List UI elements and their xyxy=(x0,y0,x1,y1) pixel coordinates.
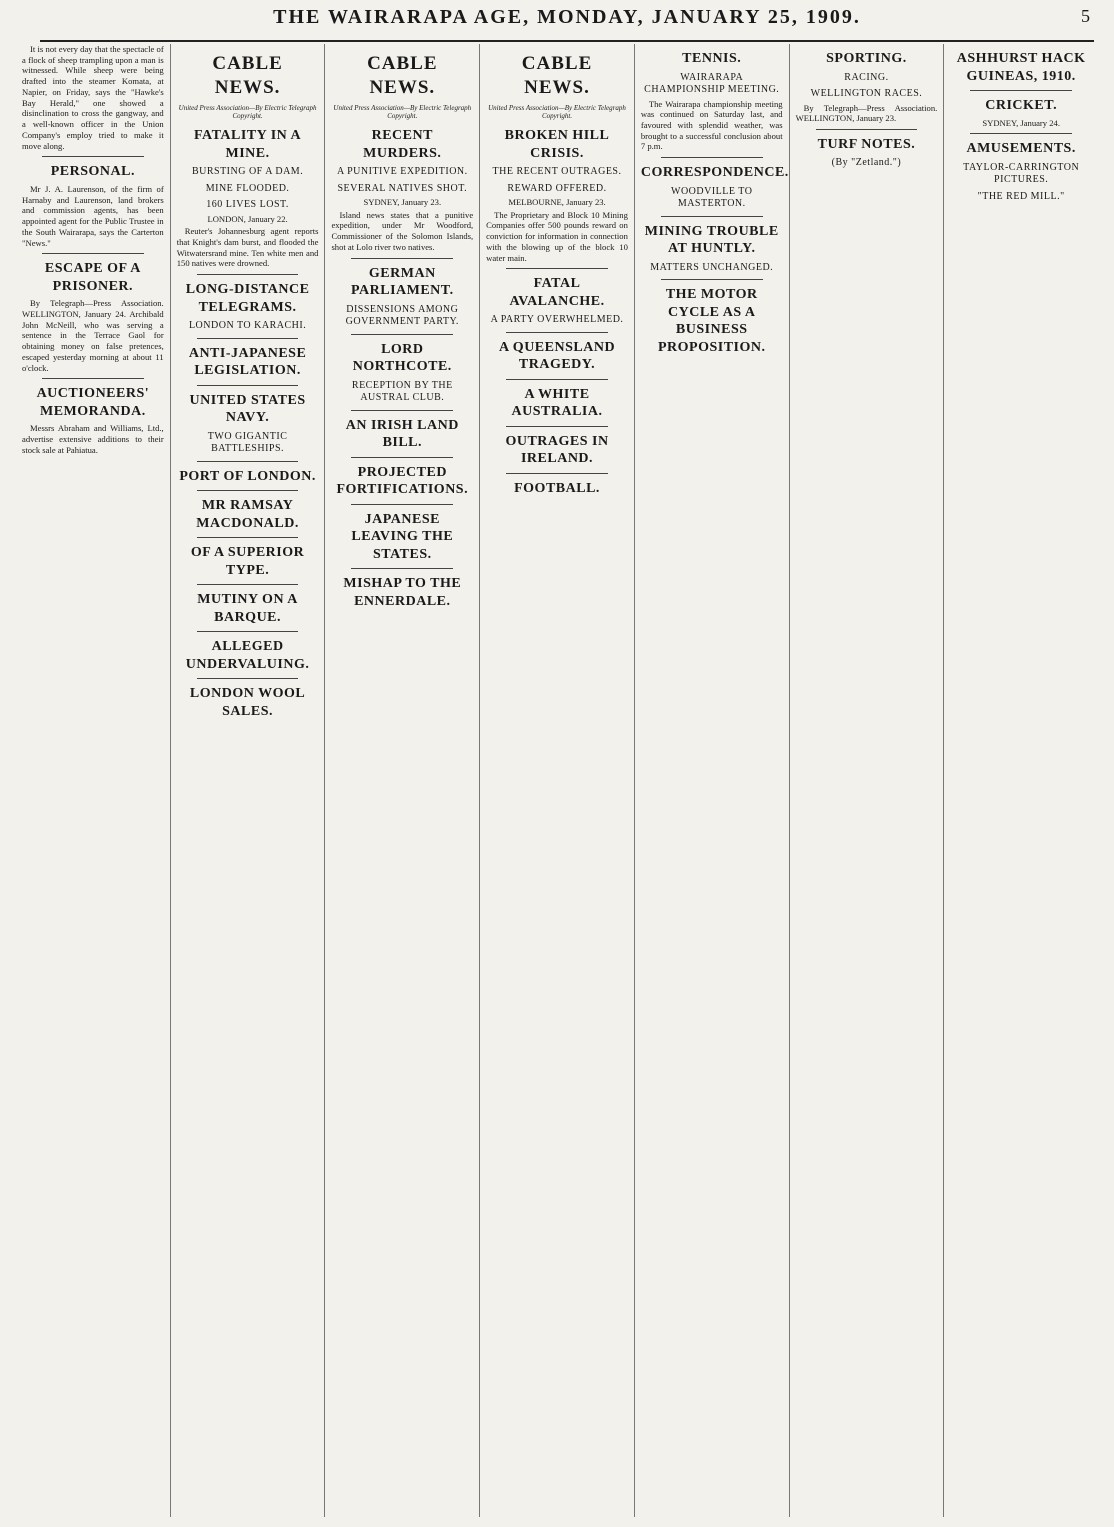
divider xyxy=(351,410,453,411)
section-heading: AUCTIONEERS' MEMORANDA. xyxy=(36,386,150,419)
headline: OUTRAGES IN IRELAND. xyxy=(505,433,609,467)
divider xyxy=(351,504,453,505)
headline: TENNIS. xyxy=(682,51,742,66)
subheadline: 160 LIVES LOST. xyxy=(206,199,289,210)
column-4 xyxy=(480,44,635,1517)
headline: MISHAP TO THE ENNERDALE. xyxy=(343,576,462,609)
headline: LORD NORTHCOTE. xyxy=(352,341,452,375)
headline: PROJECTED FORTIFICATIONS. xyxy=(336,464,469,498)
headline: THE MOTOR CYCLE AS A BUSINESS PROPOSITION. xyxy=(657,287,766,355)
newspaper-title: THE WAIRARAPA AGE, MONDAY, JANUARY 25, 1909. xyxy=(273,6,861,28)
divider xyxy=(816,129,918,130)
section-heading: PERSONAL. xyxy=(50,164,135,180)
headline: UNITED STATES NAVY. xyxy=(189,392,306,426)
column-2 xyxy=(171,44,326,1517)
divider xyxy=(42,253,144,254)
section-banner: CABLE NEWS. xyxy=(521,53,593,98)
subheadline: WAIRARAPA CHAMPIONSHIP MEETING. xyxy=(644,71,780,95)
section-banner: CABLE NEWS. xyxy=(212,53,283,98)
article-text: It is not every day that the spectacle of a flock of sheep trampling upon a man is witnessed. While sheep were being drafted into the steamer Komata, at Napier, on Friday, says the "Hawke's Bay Herald," one showed a disinclination to cross the gangway, and a well-known officer in the Union Company's employ tried to make it move along. xyxy=(22,44,164,151)
divider xyxy=(661,216,763,217)
headline: CRICKET. xyxy=(985,98,1058,113)
headline: JAPANESE LEAVING THE STATES. xyxy=(351,511,454,562)
divider xyxy=(197,490,299,491)
divider xyxy=(42,156,144,157)
headline: RECENT MURDERS. xyxy=(363,128,442,161)
divider xyxy=(197,385,299,386)
divider xyxy=(197,274,299,275)
headline: CORRESPONDENCE. xyxy=(640,165,789,181)
headline: OF A SUPERIOR TYPE. xyxy=(190,545,305,578)
subheadline: DISSENSIONS AMONG GOVERNMENT PARTY. xyxy=(345,303,459,328)
headline: AMUSEMENTS. xyxy=(966,141,1076,157)
subheadline: WOODVILLE TO MASTERTON. xyxy=(671,185,753,210)
divider xyxy=(197,678,299,679)
divider xyxy=(506,379,608,380)
credit-line: United Press Association—By Electric Telegraph Copyright. xyxy=(178,103,317,121)
divider xyxy=(197,338,299,339)
article-text: By Telegraph—Press Association. WELLINGTON, January 23. xyxy=(795,102,938,124)
headline: TURF NOTES. xyxy=(817,136,916,152)
column-5 xyxy=(635,44,790,1517)
headline: FATAL AVALANCHE. xyxy=(509,276,605,309)
divider xyxy=(506,473,608,474)
subheadline: THE RECENT OUTRAGES. xyxy=(492,166,622,177)
columns xyxy=(16,44,1098,1517)
column-1 xyxy=(16,44,171,1517)
divider xyxy=(351,568,453,569)
divider xyxy=(506,268,608,269)
headline: ANTI-JAPANESE LEGISLATION. xyxy=(188,345,307,379)
subheadline: RECEPTION BY THE AUSTRAL CLUB. xyxy=(351,379,453,404)
divider xyxy=(970,133,1072,134)
column-7 xyxy=(944,44,1098,1517)
page-number: 5 xyxy=(1081,6,1090,26)
divider xyxy=(661,279,763,280)
subheadline: SEVERAL NATIVES SHOT. xyxy=(337,182,468,194)
subheadline: A PARTY OVERWHELMED. xyxy=(490,314,624,326)
divider xyxy=(197,584,299,585)
divider xyxy=(970,90,1072,91)
section-heading: ESCAPE OF A PRISONER. xyxy=(44,261,141,294)
subheadline: BURSTING OF A DAM. xyxy=(191,166,304,177)
article-text: Mr J. A. Laurenson, of the firm of Harnaby and Laurenson, land brokers and commission agents, has been appointed agent for the Public Trustee in the South Wairarapa, says the Carterton "News." xyxy=(22,183,164,248)
article-text: The Proprietary and Block 10 Mining Companies offer 500 pounds reward on conviction for information in connection with the blowing up of the block 10 water main. xyxy=(486,209,628,263)
section-banner: CABLE NEWS. xyxy=(367,53,438,98)
subheadline: LONDON TO KARACHI. xyxy=(188,320,307,332)
headline: LONG-DISTANCE TELEGRAMS. xyxy=(185,282,310,315)
headline: MR RAMSAY MACDONALD. xyxy=(196,498,299,531)
headline: AN IRISH LAND BILL. xyxy=(345,417,459,451)
dateline: LONDON, January 22. xyxy=(207,213,288,224)
article-text: Reuter's Johannesburg agent reports that Knight's dam burst, and flooded the Witwatersrand mine. Ten white men and 150 natives were drowned. xyxy=(176,226,319,269)
headline: ALLEGED UNDERVALUING. xyxy=(185,639,310,672)
headline: MINING TROUBLE AT HUNTLY. xyxy=(644,223,779,257)
headline: A WHITE AUSTRALIA. xyxy=(511,386,603,420)
divider xyxy=(506,332,608,333)
divider xyxy=(351,258,453,259)
headline: GERMAN PARLIAMENT. xyxy=(351,265,454,299)
subheadline: RACING. xyxy=(844,71,889,83)
divider xyxy=(42,378,144,379)
article-text: The Wairarapa championship meeting was continued on Saturday last, and favoured with splendid weather, was brought to a successful conclusion about 7 p.m. xyxy=(640,98,783,152)
headline: SPORTING. xyxy=(826,51,907,66)
article-text: Island news states that a punitive expedition, under Mr Woodford, Commissioner of the Solomon Islands, shot at Lolo river two natives. xyxy=(331,209,474,252)
dateline: SYDNEY, January 24. xyxy=(982,117,1060,128)
subheadline: TWO GIGANTIC BATTLESHIPS. xyxy=(207,430,288,455)
divider xyxy=(661,157,763,158)
column-6 xyxy=(790,44,945,1517)
subheadline: A PUNITIVE EXPEDITION. xyxy=(336,166,468,177)
headline: PORT OF LONDON. xyxy=(179,468,316,484)
divider xyxy=(197,537,299,538)
column-3 xyxy=(325,44,480,1517)
headline: BROKEN HILL CRISIS. xyxy=(504,128,610,161)
subheadline: REWARD OFFERED. xyxy=(507,182,607,194)
dateline: MELBOURNE, January 23. xyxy=(508,197,606,207)
headline: LONDON WOOL SALES. xyxy=(189,686,306,719)
subheadline: MINE FLOODED. xyxy=(205,182,290,194)
article-text: Messrs Abraham and Williams, Ltd., advertise extensive additions to their stock sale at Pahiatua. xyxy=(22,423,164,455)
divider xyxy=(197,631,299,632)
subheadline: (By "Zetland.") xyxy=(831,157,902,169)
credit-line: United Press Association—By Electric Telegraph Copyright. xyxy=(488,103,626,121)
masthead xyxy=(40,6,1094,42)
subheadline: TAYLOR-CARRINGTON PICTURES. xyxy=(963,161,1080,186)
headline: A QUEENSLAND TRAGEDY. xyxy=(498,339,616,373)
dateline: SYDNEY, January 23. xyxy=(363,197,442,207)
divider xyxy=(197,461,299,462)
subheadline: "THE RED MILL." xyxy=(977,190,1065,202)
subheadline: WELLINGTON RACES. xyxy=(810,88,923,99)
headline: FATALITY IN A MINE. xyxy=(194,128,302,161)
headline: MUTINY ON A BARQUE. xyxy=(197,592,298,625)
divider xyxy=(351,334,453,335)
headline: FOOTBALL. xyxy=(514,480,600,496)
article-text: By Telegraph—Press Association. WELLINGTON, January 24. Archibald John McNeill, who was serving a sentence in the Terrace Gaol for obtaining money on false pretences, escaped yesterday morning at about 11 o'clock. xyxy=(22,298,164,373)
divider xyxy=(351,457,453,458)
headline: ASHHURST HACK GUINEAS, 1910. xyxy=(956,51,1086,84)
divider xyxy=(506,426,608,427)
subheadline: MATTERS UNCHANGED. xyxy=(650,261,774,273)
credit-line: United Press Association—By Electric Telegraph Copyright. xyxy=(333,103,472,121)
